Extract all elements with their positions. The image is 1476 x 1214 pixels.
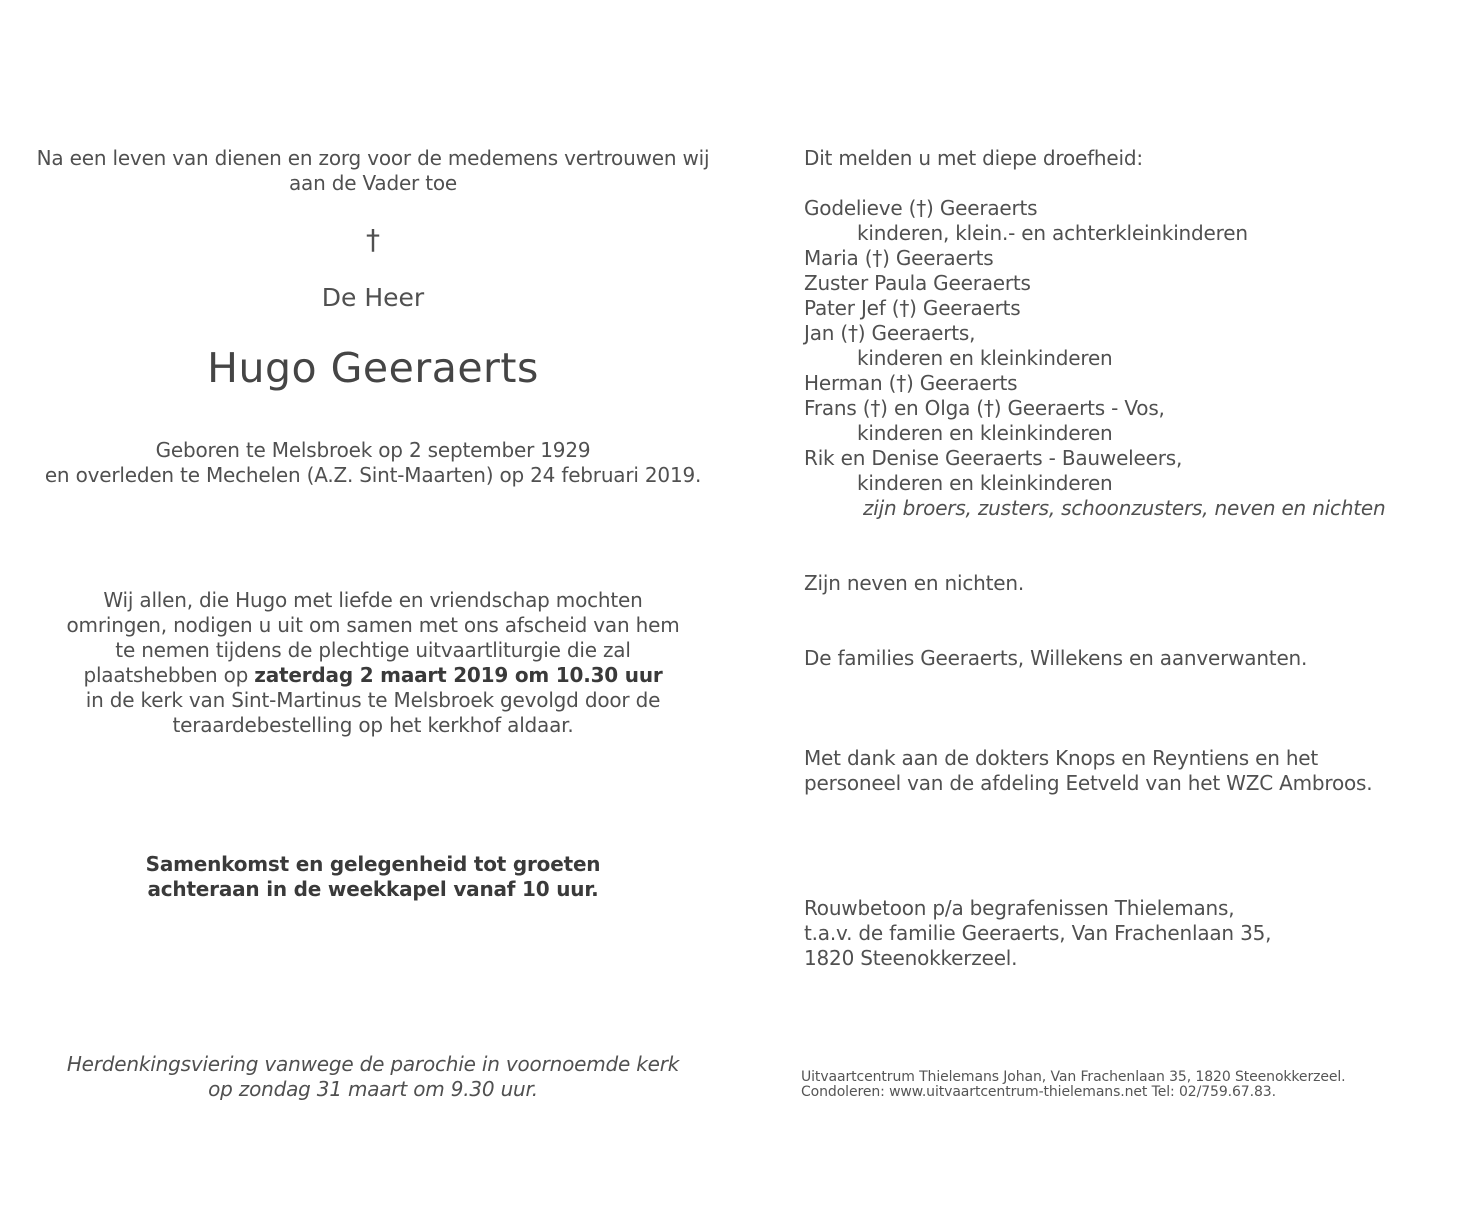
- funeral-date-line: plaatshebben op zaterdag 2 maart 2019 om 10.30 uur: [83, 663, 663, 687]
- family-member: Rik en Denise Geeraerts - Bauweleers,: [804, 446, 1183, 470]
- family-member: Herman (†) Geeraerts: [804, 371, 1018, 395]
- family-member: Jan (†) Geeraerts,: [804, 321, 976, 345]
- family-member: Godelieve (†) Geeraerts: [804, 196, 1038, 220]
- families-line: De families Geeraerts, Willekens en aanverwanten.: [804, 646, 1308, 670]
- family-descendants: kinderen en kleinkinderen: [857, 421, 1113, 445]
- gathering-info: Samenkomst en gelegenheid tot groeten achteraan in de weekkapel vanaf 10 uur.: [145, 852, 601, 901]
- remembrance-mass: Herdenkingsviering vanwege de parochie in voornoemde kerk op zondag 31 maart om 9.30 uur.: [66, 1052, 680, 1101]
- funeral-home-footer: Uitvaartcentrum Thielemans Johan, Van Frachenlaan 35, 1820 Steenokkerzeel. Condoleren: www.uitvaartcentrum-thielemans.net Tel: 02/759.67.83.: [801, 1069, 1346, 1100]
- family-member: Zuster Paula Geeraerts: [804, 271, 1031, 295]
- funeral-date: zaterdag 2 maart 2019 om 10.30 uur: [254, 663, 663, 687]
- family-descendants: kinderen, klein.- en achterkleinkinderen: [857, 221, 1248, 245]
- condolence-address: Rouwbetoon p/a begrafenissen Thielemans, t.a.v. de familie Geeraerts, Van Frachenlaan 35, 1820 Steenokkerzeel.: [804, 896, 1272, 970]
- funeral-invitation: Wij allen, die Hugo met liefde en vriendschap mochten omringen, nodigen u uit om samen met ons afscheid van hem te nemen tijdens de plechtige uitvaartliturgie die zal plaatshebben op zaterdag 2 maart 2019 om 10.30 uur in de kerk van Sint-Martinus te Melsbroek gevolgd door de teraardebestelling op het kerkhof aldaar.: [20, 588, 726, 738]
- cross-symbol: †: [366, 223, 380, 256]
- thanks-text: Met dank aan de dokters Knops en Reyntiens en het personeel van de afdeling Eetveld van het WZC Ambroos.: [804, 746, 1373, 795]
- family-member: Pater Jef (†) Geeraerts: [804, 296, 1021, 320]
- nephews-line: Zijn neven en nichten.: [804, 571, 1025, 595]
- family-descendants: kinderen en kleinkinderen: [857, 471, 1113, 495]
- family-member: Maria (†) Geeraerts: [804, 246, 994, 270]
- family-member: Frans (†) en Olga (†) Geeraerts - Vos,: [804, 396, 1165, 420]
- deceased-name: Hugo Geeraerts: [207, 344, 539, 392]
- deceased-title: De Heer: [321, 283, 425, 312]
- family-siblings: zijn broers, zusters, schoonzusters, neven en nichten: [863, 496, 1386, 520]
- announcement: Dit melden u met diepe droefheid:: [804, 146, 1143, 170]
- birth-death-info: Geboren te Melsbroek op 2 september 1929 en overleden te Mechelen (A.Z. Sint-Maarten) op 24 februari 2019.: [44, 438, 702, 487]
- family-descendants: kinderen en kleinkinderen: [857, 346, 1113, 370]
- family-list: [804, 196, 1464, 521]
- intro-text: Na een leven van dienen en zorg voor de medemens vertrouwen wij aan de Vader toe: [36, 146, 710, 195]
